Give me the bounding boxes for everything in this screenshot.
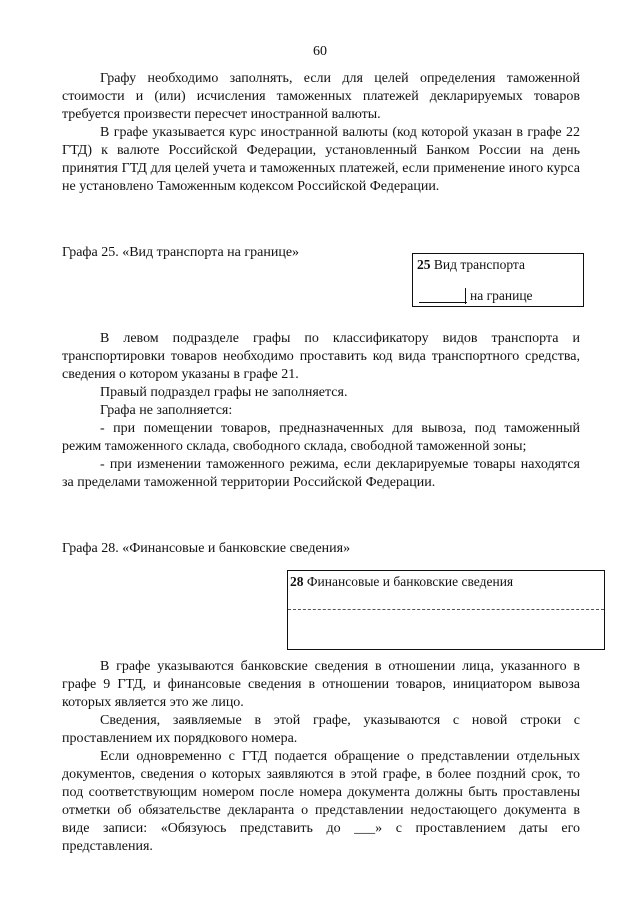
intro-paragraph-1: Графу необходимо заполнять, если для целей определения таможенной стоимости и (или) исчисления таможенных платежей декларируемых товаров требуется произвести пересчет иностранной валюты. bbox=[62, 71, 580, 122]
field25-title bbox=[417, 257, 525, 273]
section28-paragraph-2: Сведения, заявляемые в этой графе, указываются с новой строки с проставлением их порядкового номера. bbox=[62, 713, 580, 746]
field25-box bbox=[412, 253, 584, 307]
section25-paragraph-1: В левом подразделе графы по классификатору видов транспорта и транспортировки товаров необходимо проставить код вида транспортного средства, сведения о котором указаны в графе 21. bbox=[62, 331, 580, 382]
field25-left-subsection bbox=[419, 302, 467, 303]
section25-body bbox=[62, 330, 580, 492]
section25-paragraph-5: - при изменении таможенного режима, если декларируемые товары находятся за пределами таможенной территории Российской Федерации. bbox=[62, 457, 580, 490]
field28-number: 28 bbox=[290, 574, 304, 589]
field28-title bbox=[290, 574, 513, 590]
field28-label: Финансовые и банковские сведения bbox=[306, 574, 514, 589]
field28-box bbox=[287, 570, 605, 650]
section28-body bbox=[62, 658, 580, 856]
section25-paragraph-2: Правый подраздел графы не заполняется. bbox=[100, 385, 348, 400]
field28-divider bbox=[288, 609, 604, 610]
section25-paragraph-4: - при помещении товаров, предназначенных для вывоза, под таможенный режим таможенного склада, свободного склада, свободной таможенной зоны; bbox=[62, 421, 580, 454]
section28-paragraph-1: В графе указываются банковские сведения в отношении лица, указанного в графе 9 ГТД, и финансовые сведения в отношении товаров, инициатором вывоза которых является это же лицо. bbox=[62, 659, 580, 710]
field25-label-1: Вид транспорта bbox=[433, 257, 525, 272]
section25-heading: Графа 25. «Вид транспорта на границе» bbox=[62, 245, 300, 260]
section28-paragraph-3: Если одновременно с ГТД подается обращение о представлении отдельных документов, сведения о которых заявляются в этой графе, в более поздний срок, то под соответствующим номером после номера документа должны быть проставлены отметки об обязательстве декларанта о представлении недостающего документа в виде записи: «Обязуюсь представить до ___» с проставлением даты его представления. bbox=[62, 749, 580, 854]
section25-paragraph-3: Графа не заполняется: bbox=[100, 403, 233, 418]
field25-label-2: на границе bbox=[465, 288, 533, 304]
page-number: 60 bbox=[313, 44, 327, 59]
section28-heading: Графа 28. «Финансовые и банковские сведения» bbox=[62, 541, 351, 556]
intro-paragraph-2: В графе указывается курс иностранной валюты (код которой указан в графе 22 ГТД) к валюте Российской Федерации, установленный Банком России на день принятия ГТД для целей учета и таможенных платежей, если применение иного курса не установлено Таможенным кодексом Российской Федерации. bbox=[62, 125, 580, 194]
intro-block bbox=[62, 70, 580, 196]
field25-number: 25 bbox=[417, 257, 431, 272]
